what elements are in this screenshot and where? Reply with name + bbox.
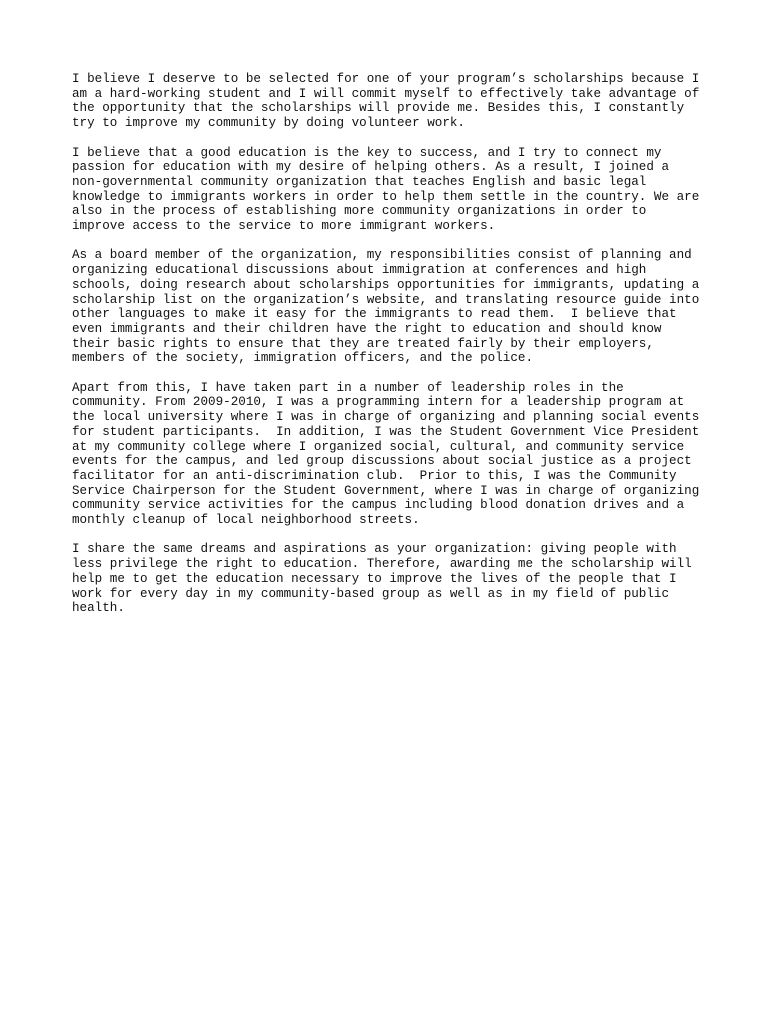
text-line: community service activities for the campus including blood donation drives and a [72,498,685,513]
paragraph-2 [72,146,702,234]
text-line: facilitator for an anti-discrimination club. Prior to this, I was the Community [72,468,677,483]
text-line: scholarship list on the organization’s website, and translating resource guide into [72,292,700,307]
text-line: the opportunity that the scholarships will provide me. Besides this, I constantly [72,101,685,116]
text-line: work for every day in my community-based group as well as in my field of public [72,586,670,601]
text-line: health. [72,601,125,616]
text-line: I believe that a good education is the key to success, and I try to connect my [72,145,662,160]
text-line: at my community college where I organized social, cultural, and community service [72,439,685,454]
paragraph-3 [72,248,702,366]
text-line: members of the society, immigration officers, and the police. [72,351,534,366]
text-line: even immigrants and their children have the right to education and should know [72,321,662,336]
text-line: organizing educational discussions about immigration at conferences and high [72,263,647,278]
text-line: I believe I deserve to be selected for one of your program’s scholarships because I [72,72,700,86]
text-line: As a board member of the organization, my responsibilities consist of planning and [72,248,692,263]
paragraph-4 [72,381,702,528]
text-line: I share the same dreams and aspirations as your organization: giving people with [72,542,677,557]
text-line: also in the process of establishing more community organizations in order to [72,204,647,219]
essay-body [72,72,702,631]
text-line: their basic rights to ensure that they are treated fairly by their employers, [72,336,654,351]
text-line: improve access to the service to more immigrant workers. [72,219,496,234]
text-line: monthly cleanup of local neighborhood streets. [72,513,420,528]
text-line: community. From 2009-2010, I was a programming intern for a leadership program at [72,395,685,410]
paragraph-5 [72,542,702,616]
paragraph-1 [72,72,702,131]
text-line: other languages to make it easy for the immigrants to read them. I believe that [72,307,677,322]
text-line: try to improve my community by doing volunteer work. [72,116,465,131]
text-line: knowledge to immigrants workers in order to help them settle in the country. We are [72,189,700,204]
text-line: less privilege the right to education. Therefore, awarding me the scholarship will [72,557,692,572]
text-line: schools, doing research about scholarships opportunities for immigrants, updating a [72,277,700,292]
text-line: help me to get the education necessary to improve the lives of the people that I [72,571,677,586]
text-line: Apart from this, I have taken part in a number of leadership roles in the [72,380,624,395]
text-line: events for the campus, and led group discussions about social justice as a project [72,454,692,469]
text-line: the local university where I was in charge of organizing and planning social events [72,410,700,425]
text-line: passion for education with my desire of helping others. As a result, I joined a [72,160,670,175]
text-line: Service Chairperson for the Student Government, where I was in charge of organizing [72,483,700,498]
text-line: for student participants. In addition, I was the Student Government Vice President [72,424,700,439]
text-line: am a hard-working student and I will commit myself to effectively take advantage of [72,86,700,101]
text-line: non-governmental community organization that teaches English and basic legal [72,174,647,189]
